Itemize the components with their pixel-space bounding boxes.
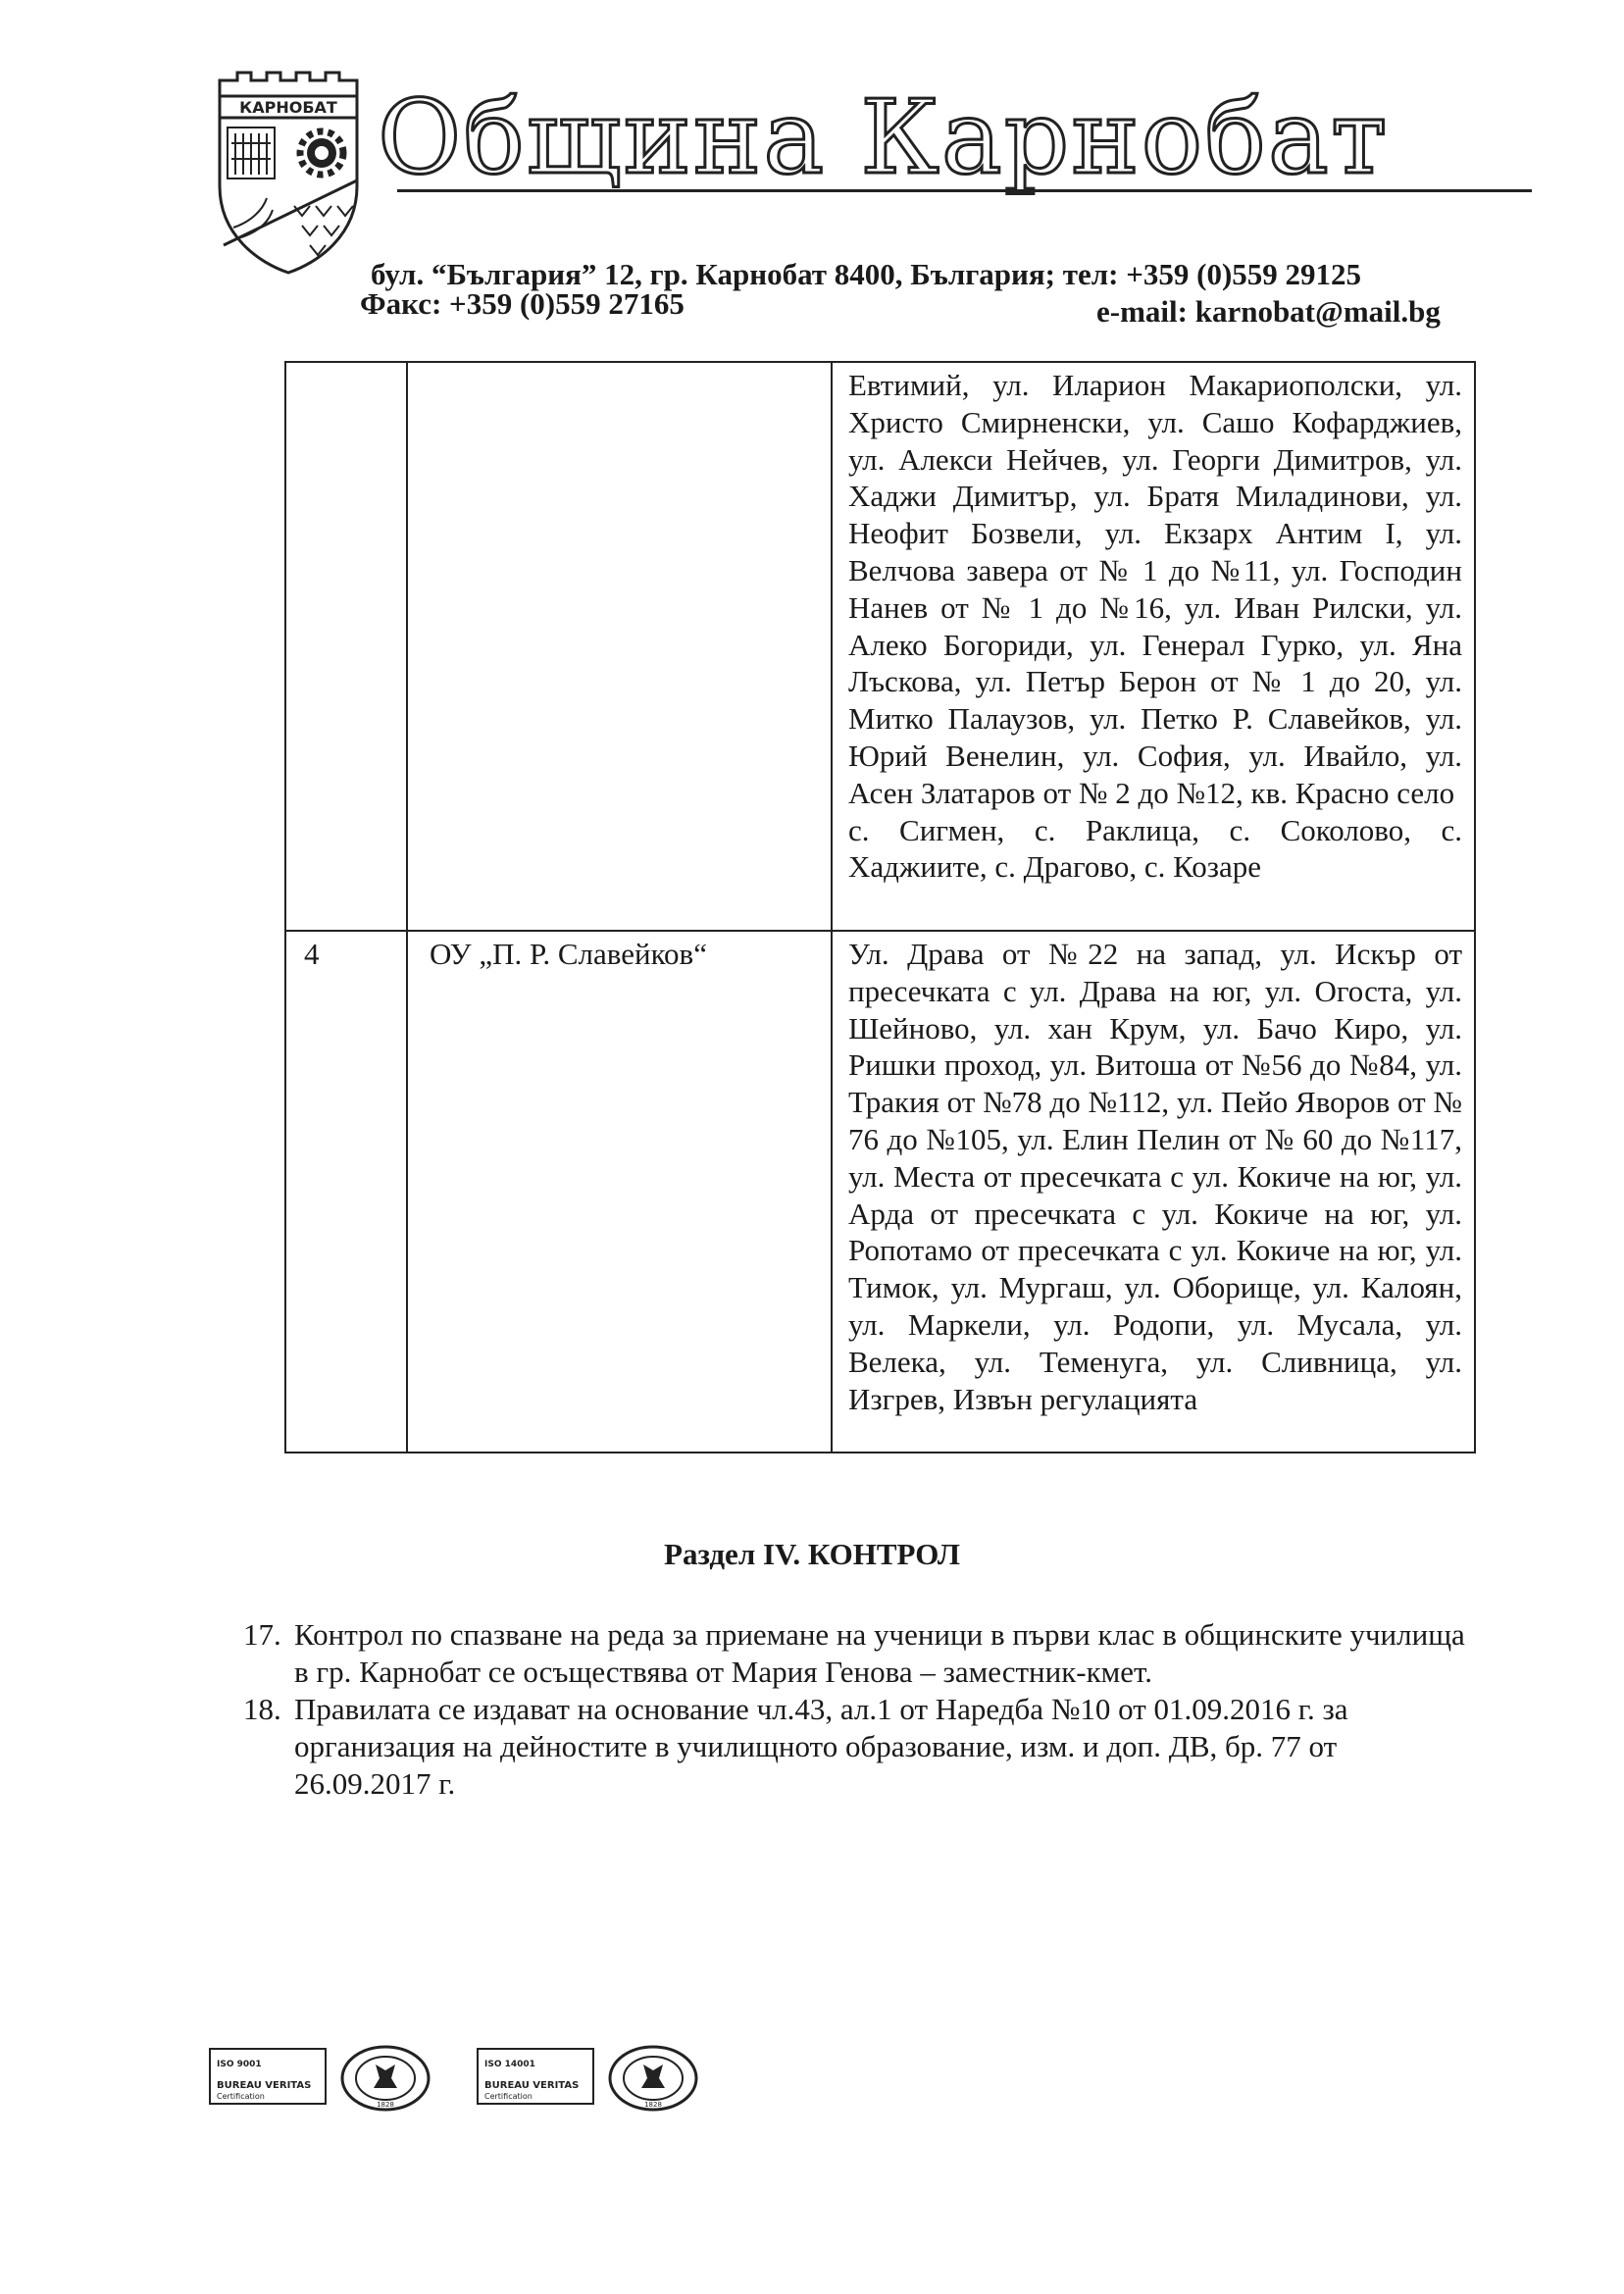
area-villages: с. Сигмен, с. Раклица, с. Соколово, с. Хаджиите, с. Драгово, с. Козаре: [848, 812, 1462, 885]
iso-14001-certification-logo: [477, 2043, 707, 2112]
municipality-title: Община Карнобат: [378, 77, 1390, 197]
item-text: Контрол по спазване на реда за приемане на ученици в първи клас в общинските училища в гр. Карнобат се осъществява от Мария Генова – заместник-кмет.: [294, 1617, 1465, 1689]
svg-text:1828: 1828: [644, 2101, 662, 2109]
area-streets: Ул. Драва от №22 на запад, ул. Искър от пресечката с ул. Драва на юг, ул. Огоста, ул. Шейново, ул. хан Крум, ул. Бачо Киро, ул. Ришки проход, ул. Витоша от №56 до №84, ул. Тракия от №78 до №112, ул. Пейо Яворов от № 76 до №105, ул. Елин Пелин от № 60 до №117, ул. Места от пресечката с ул. Кокиче на юг, ул. Арда от пресечката с ул. Кокиче на юг, ул. Ропотамо от пресечката с ул. Кокиче на юг, ул. Тимок, ул. Мургаш, ул. Оборище, ул. Калоян, ул. Маркели, ул. Родопи, ул. Мусала, ул. Велека, ул. Теменуга, ул. Сливница, ул. Изгрев, Извън регулацията: [848, 937, 1462, 1416]
school-name-cell: ОУ „П. Р. Славейков“: [407, 931, 832, 1453]
svg-text:ISO 9001: ISO 9001: [217, 2060, 262, 2069]
item-number: 17.: [243, 1617, 281, 1652]
service-area-cell: [832, 362, 1475, 931]
section-heading: Раздел IV. КОНТРОЛ: [664, 1537, 960, 1571]
svg-text:BUREAU VERITAS: BUREAU VERITAS: [484, 2080, 580, 2091]
area-streets: Евтимий, ул. Иларион Макариополски, ул. Христо Смирненски, ул. Сашо Кофарджиев, ул. Алекси Нейчев, ул. Георги Димитров, ул. Хаджи Димитър, ул. Братя Миладинови, ул. Неофит Бозвели, ул. Екзарх Антим I, ул. Велчова завера от № 1 до №11, ул. Господин Нанев от № 1 до №16, ул. Иван Рилски, ул. Алеко Богориди, ул. Генерал Гурко, ул. Яна Лъскова, ул. Петър Берон от № 1 до 20, ул. Митко Палаузов, ул. Петко Р. Славейков, ул. Юрий Венелин, ул. София, ул. Ивайло, ул. Асен Златаров от № 2 до №12, кв. Красно село: [848, 368, 1462, 810]
svg-text:1828: 1828: [377, 2101, 394, 2109]
svg-text:ISO 14001: ISO 14001: [484, 2060, 535, 2069]
iso-9001-certification-logo: [209, 2043, 439, 2112]
fax-line: Факс: +359 (0)559 27165: [360, 286, 685, 321]
item-number: 18.: [243, 1692, 281, 1726]
item-text: Правилата се издават на основание чл.43, ал.1 от Наредба №10 от 01.09.2016 г. за организация на дейностите в училищното образование, изм. и доп. ДВ, бр. 77 от 26.09.2017 г.: [294, 1692, 1348, 1801]
school-name-cell: [407, 362, 832, 931]
list-item: [243, 1616, 1471, 1691]
svg-text:Certification: Certification: [484, 2092, 533, 2101]
svg-text:КАРНОБАТ: КАРНОБАТ: [239, 98, 337, 117]
list-item: [243, 1691, 1471, 1803]
school-areas-table: [284, 361, 1476, 1453]
table-row: [285, 931, 1475, 1453]
address-line: бул. “България” 12, гр. Карнобат 8400, България; тел: +359 (0)559 29125: [371, 257, 1362, 291]
svg-text:BUREAU VERITAS: BUREAU VERITAS: [217, 2080, 312, 2091]
rules-list: [243, 1616, 1471, 1803]
row-number-cell: 4: [285, 931, 407, 1453]
svg-text:Certification: Certification: [217, 2092, 265, 2101]
row-number-cell: [285, 362, 407, 931]
municipality-crest-logo: [214, 71, 369, 277]
header-divider: [397, 189, 1532, 192]
email-line: e-mail: karnobat@mail.bg: [1096, 294, 1441, 329]
service-area-cell: [832, 931, 1475, 1453]
table-row: [285, 362, 1475, 931]
